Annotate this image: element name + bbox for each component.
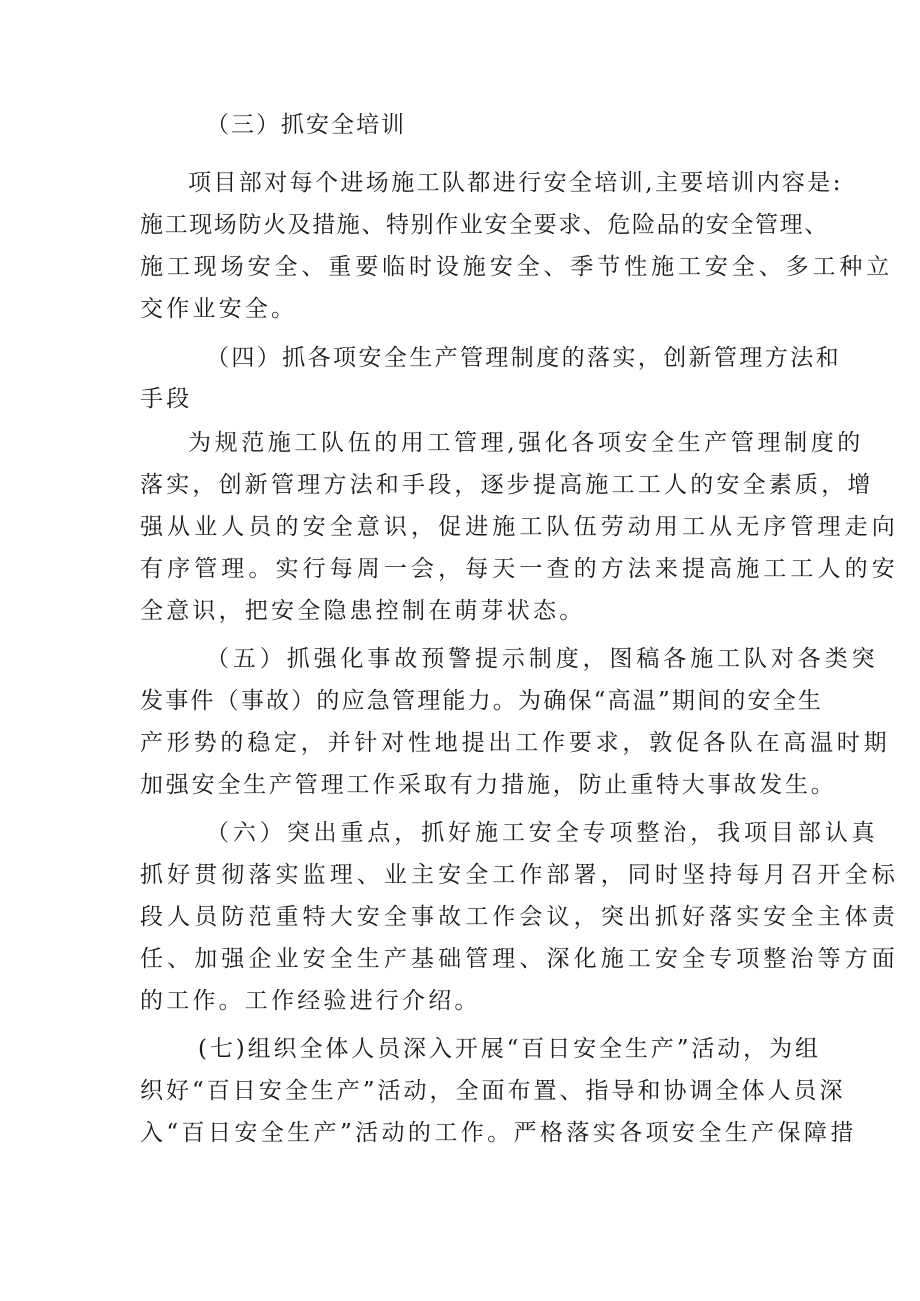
heading-3-safety-training: （三）抓安全培训 [206, 112, 406, 138]
paragraph-line: 交作业安全。 [140, 296, 298, 322]
paragraph-line: 强从业人员的安全意识，促进施工队伍劳动用工从无序管理走向 [140, 514, 899, 540]
paragraph-line: 项目部对每个进场施工队都进行安全培训,主要培训内容是: [188, 170, 843, 196]
paragraph-line: 落实，创新管理方法和手段，逐步提高施工工人的安全素质，增 [140, 472, 874, 498]
paragraph-line: 全意识，把安全隐患控制在萌芽状态。 [140, 598, 586, 624]
paragraph-line: 任、加强企业安全生产基础管理、深化施工安全专项整治等方面 [140, 946, 899, 972]
paragraph-line: 的工作。工作经验进行介绍。 [140, 988, 481, 1014]
paragraph-line: 织好“百日安全生产”活动，全面布置、指导和协调全体人员深 [140, 1078, 846, 1104]
paragraph-line: 施工现场防火及措施、特别作业安全要求、危险品的安全管理、 [140, 212, 829, 238]
paragraph-line: 入“百日安全生产”活动的工作。严格落实各项安全生产保障措 [140, 1120, 857, 1146]
paragraph-line: 发事件（事故）的应急管理能力。为确保“高温”期间的安全生 [140, 688, 824, 714]
heading-4-continuation: 手段 [140, 386, 193, 412]
paragraph-line: 为规范施工队伍的用工管理,强化各项安全生产管理制度的 [188, 430, 864, 456]
paragraph-line: 加强安全生产管理工作采取有力措施，防止重特大事故发生。 [140, 772, 837, 798]
paragraph-line: 施工现场安全、重要临时设施安全、季节性施工安全、多工种立 [140, 254, 894, 280]
paragraph-line: 有序管理。实行每周一会，每天一查的方法来提高施工工人的安 [140, 556, 899, 582]
paragraph-line: 产形势的稳定，并针对性地提出工作要求，敦促各队在高温时期 [140, 730, 891, 756]
paragraph-line: 抓好贯彻落实监理、业主安全工作部署，同时坚持每月召开全标 [140, 862, 899, 888]
heading-6-special-rectification: （六）突出重点，抓好施工安全专项整治，我项目部认真 [206, 820, 879, 846]
heading-5-accident-warning: （五）抓强化事故预警提示制度，图稿各施工队对各类突 [206, 646, 879, 672]
heading-7-hundred-days-safety: (七)组织全体人员深入开展“百日安全生产”活动，为组 [198, 1036, 821, 1062]
paragraph-line: 段人员防范重特大安全事故工作会议，突出抓好落实安全主体责 [140, 904, 899, 930]
heading-4-safety-system: （四）抓各项安全生产管理制度的落实，创新管理方法和 [206, 345, 841, 371]
